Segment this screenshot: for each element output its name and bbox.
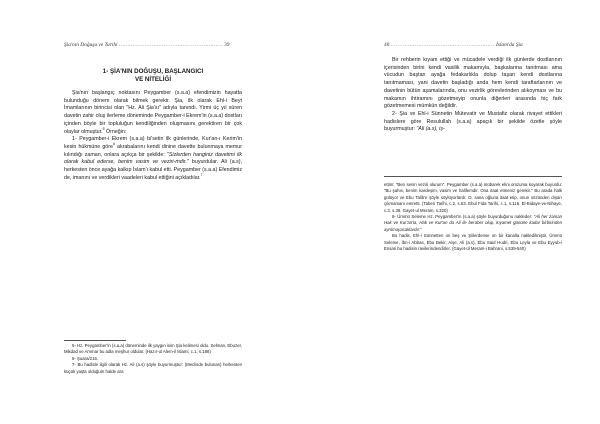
left-page-header: Şia'nın Doğuşu ve Tarihi …………………………………………………… 39 bbox=[64, 42, 230, 48]
footnote: Bu hadis, Ehl-i Sünnetten on beş ve Şiilerdense on bir kanalla nakledilmiştir. Ümmü Seleme, İbn-i Abbas, Ebu Bekir, Aişe, Ali (a.s), Ebu Said Hudri, Ebu Leyla ve Ebu Eyyub-i Ensari bu hadisin ravilerindendirler. (Gayet-ül Meram-i Bahrani, s.539-540) bbox=[384, 233, 562, 252]
paragraph: Bir rehberin kıyam ettiği ve mücadele verdiği ilk günlerde dostlarının içerisinden birini kendi vasilik makamıyla, başkalarına tanıtması ama vücudun baştan ayağa fedakarlıkla dolup taşan kendi dostlarına tanıtmaması, yani davetin başladığı anda hem kendi taraftarlarının ve davetinin bütün aşamalarında, onu vezirlik görevlerinden alıkoyması ve bu makamın ihtiramını gözetmeyip onunla diğerleri arasında hiç fark gözetmemesi mümkün değildir. bbox=[384, 57, 562, 110]
right-header-title: İslam'da Şia bbox=[495, 42, 523, 48]
right-footnotes bbox=[384, 182, 562, 252]
left-footnotes bbox=[64, 343, 242, 375]
footnote: ettim: "Ben senin veziri olurum". Peygamber (s.a.a) mübarek elini omzuma koyarak buyurdu: "Bu şahıs, benim kardeşim, vasim ve halifemdir. Ona itaat etmeniz gerekir." Bu arada halk gülüyor ve Ebu Talib'e şöyle söylüyorlardı: O, sana oğluna itaat etip, onun sözünden dışarı çıkmamanı emretti. (Taberi Tarihi, c.2, s.63. Ebul Fida Tarihi, c.1, s.116. El-Bidaye-ve-Nihaye, c.3, s.39. Gayet-ul Meram, s.320) bbox=[384, 182, 562, 213]
footnote-divider bbox=[384, 176, 562, 177]
paragraph: Şia'nın başlangıç noktasını Peygamber (s.a.a) efendimizin hayatta bulunduğu dönem olarak bilmek gerekir. Şia, ilk olarak Ehl-i Beyt İmamlarının birincisi olan "Hz. Ali Şia'sı" adıyla tanındı. Yirmi üç yıl süren davetin zahir oluş ilerleme döneminde Peygamber-i Ekrem'in (s.a.a) dostları içinden böyle bir topluluğun kendiliğinden oluşmasını gerektiren bir çok olaylar olmuştur.$^5$ Örneğin: bbox=[64, 90, 242, 135]
footnote-divider bbox=[64, 340, 126, 341]
right-page-header: 40 …………………………………………………… İslam'da Şia bbox=[384, 42, 523, 48]
left-main-text bbox=[64, 68, 242, 182]
footnote: 8- Ümmü Seleme Hz. Peygamber'in (s.a.a) şöyle buyurduğunu nakleder: "Ali her zaman Hak ve Kur'an'la, Hak ve Kur'an da Ali ile beraber olup, kıyamet gününe kadar birbirinden ayrılmayacaklardır." bbox=[384, 214, 562, 232]
right-main-text bbox=[384, 57, 562, 134]
left-header-title: Şia'nın Doğuşu ve Tarihi bbox=[64, 42, 118, 48]
footnote: 7- Bu hadisle ilgili olarak Hz. Ali (a.s) şöyle buyurmuştur: (Meclisde bulunan) herkesten küçük yaşta olduğum halde ara bbox=[64, 362, 242, 374]
right-page-number: 40 bbox=[384, 42, 390, 48]
footnote: 5- Hz. Peygamber'in (s.a.a) döneminde ilk yaygın isim Şia kelimesi oldu. Selman, Ebuzer, Mikdad ve Ammar bu adla meşhur oldular. (Hazır-ul Alem-il İslami, c.1, s.188) bbox=[64, 343, 242, 355]
paragraph: 1- Peygamber-i Ekrem (s.a.a) bi'setin ilk günlerinde, Kur'an-ı Kerim'in kesin hükmüne göre$^6$ akrabalarını kendi dinine davette bulunmaya memur kılındığı zaman, onlara açıkça bir şekilde: "Sizlerden hanginiz davetimi ilk olarak kabul ederse, benim vasim ve veziri-mdir." buyurdular. Ali (a.s), herkesten önce ayağa kalkıp İslam'ı kabul etti. Peygamber (s.a.a) Efendimiz de, imanını ve verdikleri vaadeleri kabul ettiğini açıkladılar.$^7$ bbox=[64, 136, 242, 181]
left-page-number: 39 bbox=[224, 42, 230, 48]
paragraph: 2- Şia ve Ehl-i Sünnetin Mütevatir ve Mustafiz olarak rivayet ettikleri hadislere göre Resulullah (s.a.a) apaçık bir şekilde özetle şöyle buyurmuştur: "Ali (a.s), iş- bbox=[384, 110, 562, 133]
section-title: 1- ŞİA'NIN DOĞUŞU, BAŞLANGICI VE NİTELİĞİ bbox=[102, 68, 204, 83]
footnote: 6- Şuara/215. bbox=[72, 355, 99, 361]
right-page bbox=[300, 0, 600, 424]
